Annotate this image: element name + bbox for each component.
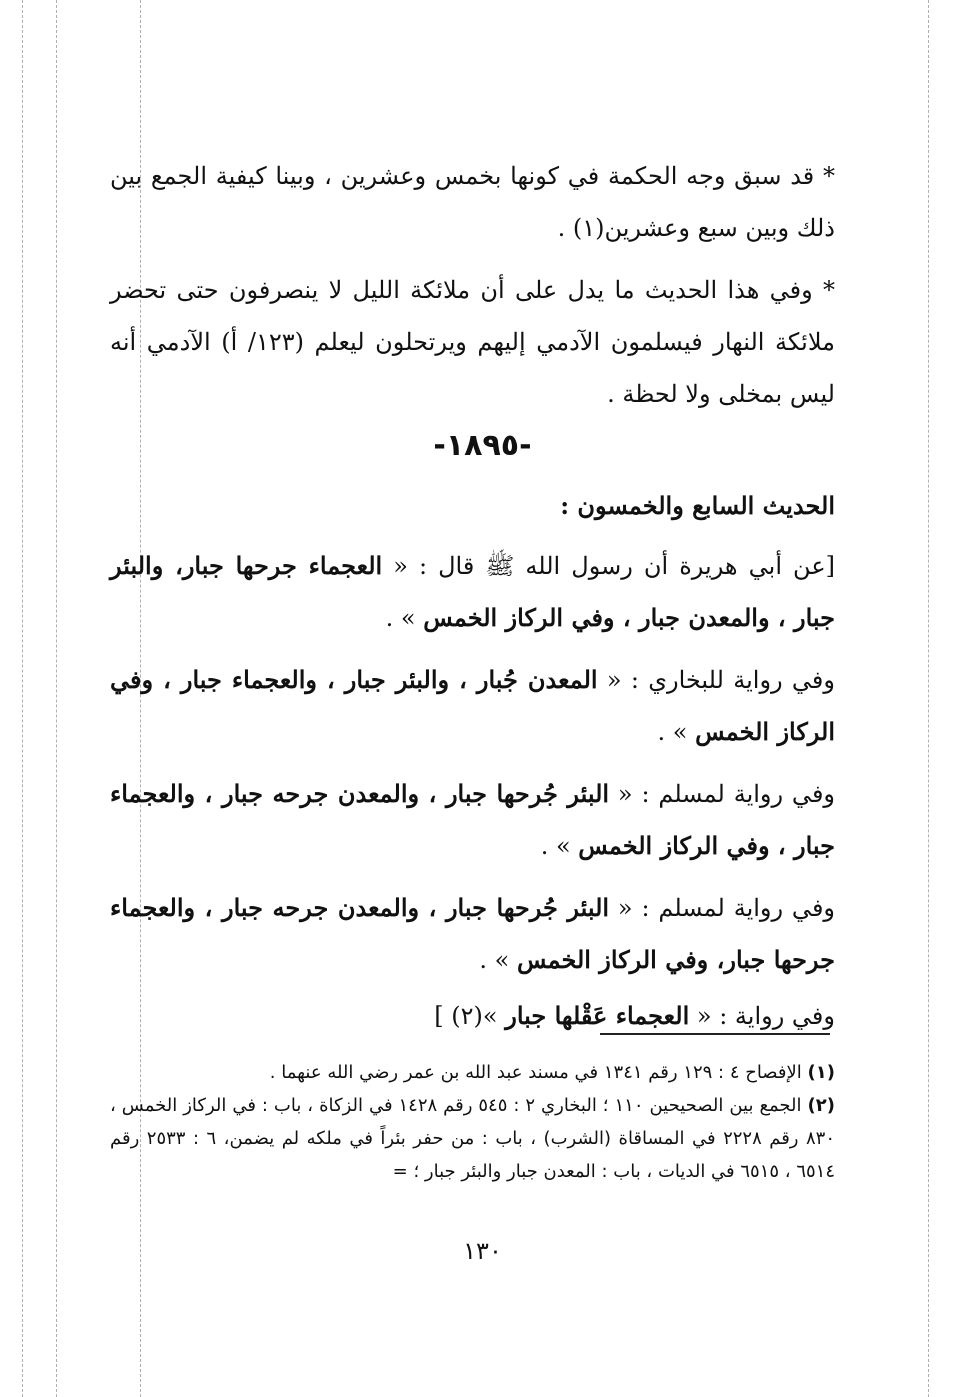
margin-guide-left: [22, 0, 23, 1397]
muslim-narration-2: وفي رواية لمسلم : « البئر جُرحها جبار ، والمعدن جرحه جبار ، والعجماء جرحها جبار، وفي الركاز الخمس » .: [110, 893, 836, 974]
footnote-1-marker: (١): [807, 1062, 835, 1083]
footnotes: [110, 1056, 835, 1188]
hadith-section: [110, 480, 835, 1042]
margin-guide-right: [928, 0, 929, 1397]
bukhari-narration: وفي رواية للبخاري : « المعدن جُبار ، والبئر جبار ، والعجماء جبار ، وفي الركاز الخمس » .: [110, 665, 835, 746]
footnote-2: [110, 1089, 835, 1188]
para2-line3: ليس بمخلى ولا لحظة .: [607, 380, 835, 408]
hadith-title: الحديث السابع والخمسون :: [560, 491, 835, 520]
hadith-number: -١٨٩٥-: [433, 428, 532, 463]
para2-line2: ملائكة النهار فيسلمون الآدمي إليهم ويرتحلون ليعلم (١٢٣/ أ) الآدمي أنه: [110, 328, 835, 356]
footnote-2-text: الجمع بين الصحيحين ١١٠ ؛ البخاري ٢ : ٥٤٥ رقم ١٤٢٨ في الزكاة ، باب : في الركاز الخمس ، ٨٣٠ رقم ٢٢٢٨ في المساقاة (الشرب) ، باب : من حفر بئراً في ملكه لم يضمن، ٦ : ٢٥٣٣ رقم ٦٥١٤ ، ٦٥١٥ في الديات ، باب : المعدن جبار والبئر جبار ؛ =: [110, 1095, 836, 1182]
hadith-main-text: [عن أبي هريرة أن رسول الله ﷺ قال : « العجماء جرحها جبار، والبئر جبار ، والمعدن جبار ، وفي الركاز الخمس » .: [110, 551, 835, 632]
paragraph-2: [110, 264, 835, 420]
page-number: ١٣٠: [463, 1237, 502, 1265]
muslim-narration-1: وفي رواية لمسلم : « البئر جُرحها جبار ، والمعدن جرحه جبار ، والعجماء جبار ، وفي الركاز الخمس » .: [110, 779, 836, 860]
margin-guide-left-inner: [56, 0, 57, 1397]
para1-line1: * قد سبق وجه الحكمة في كونها بخمس وعشرين ، وبينا كيفية الجمع بين: [110, 162, 835, 190]
footnote-2-marker: (٢): [807, 1095, 835, 1116]
para1-line2: ذلك وبين سبع وعشرين(١) .: [557, 214, 835, 242]
footnote-1: [110, 1056, 835, 1089]
footnote-separator: [600, 1033, 830, 1035]
intro-paragraphs: [110, 150, 835, 420]
para2-line1: * وفي هذا الحديث ما يدل على أن ملائكة الليل لا ينصرفون حتى تحضر: [110, 276, 835, 304]
footnote-1-text: الإفصاح ٤ : ١٢٩ رقم ١٣٤١ في مسند عبد الله بن عمر رضي الله عنهما .: [269, 1062, 802, 1083]
paragraph-1: [110, 150, 835, 254]
other-narration: وفي رواية : « العجماء عَقْلها جبار »(٢) ]: [434, 1001, 835, 1030]
